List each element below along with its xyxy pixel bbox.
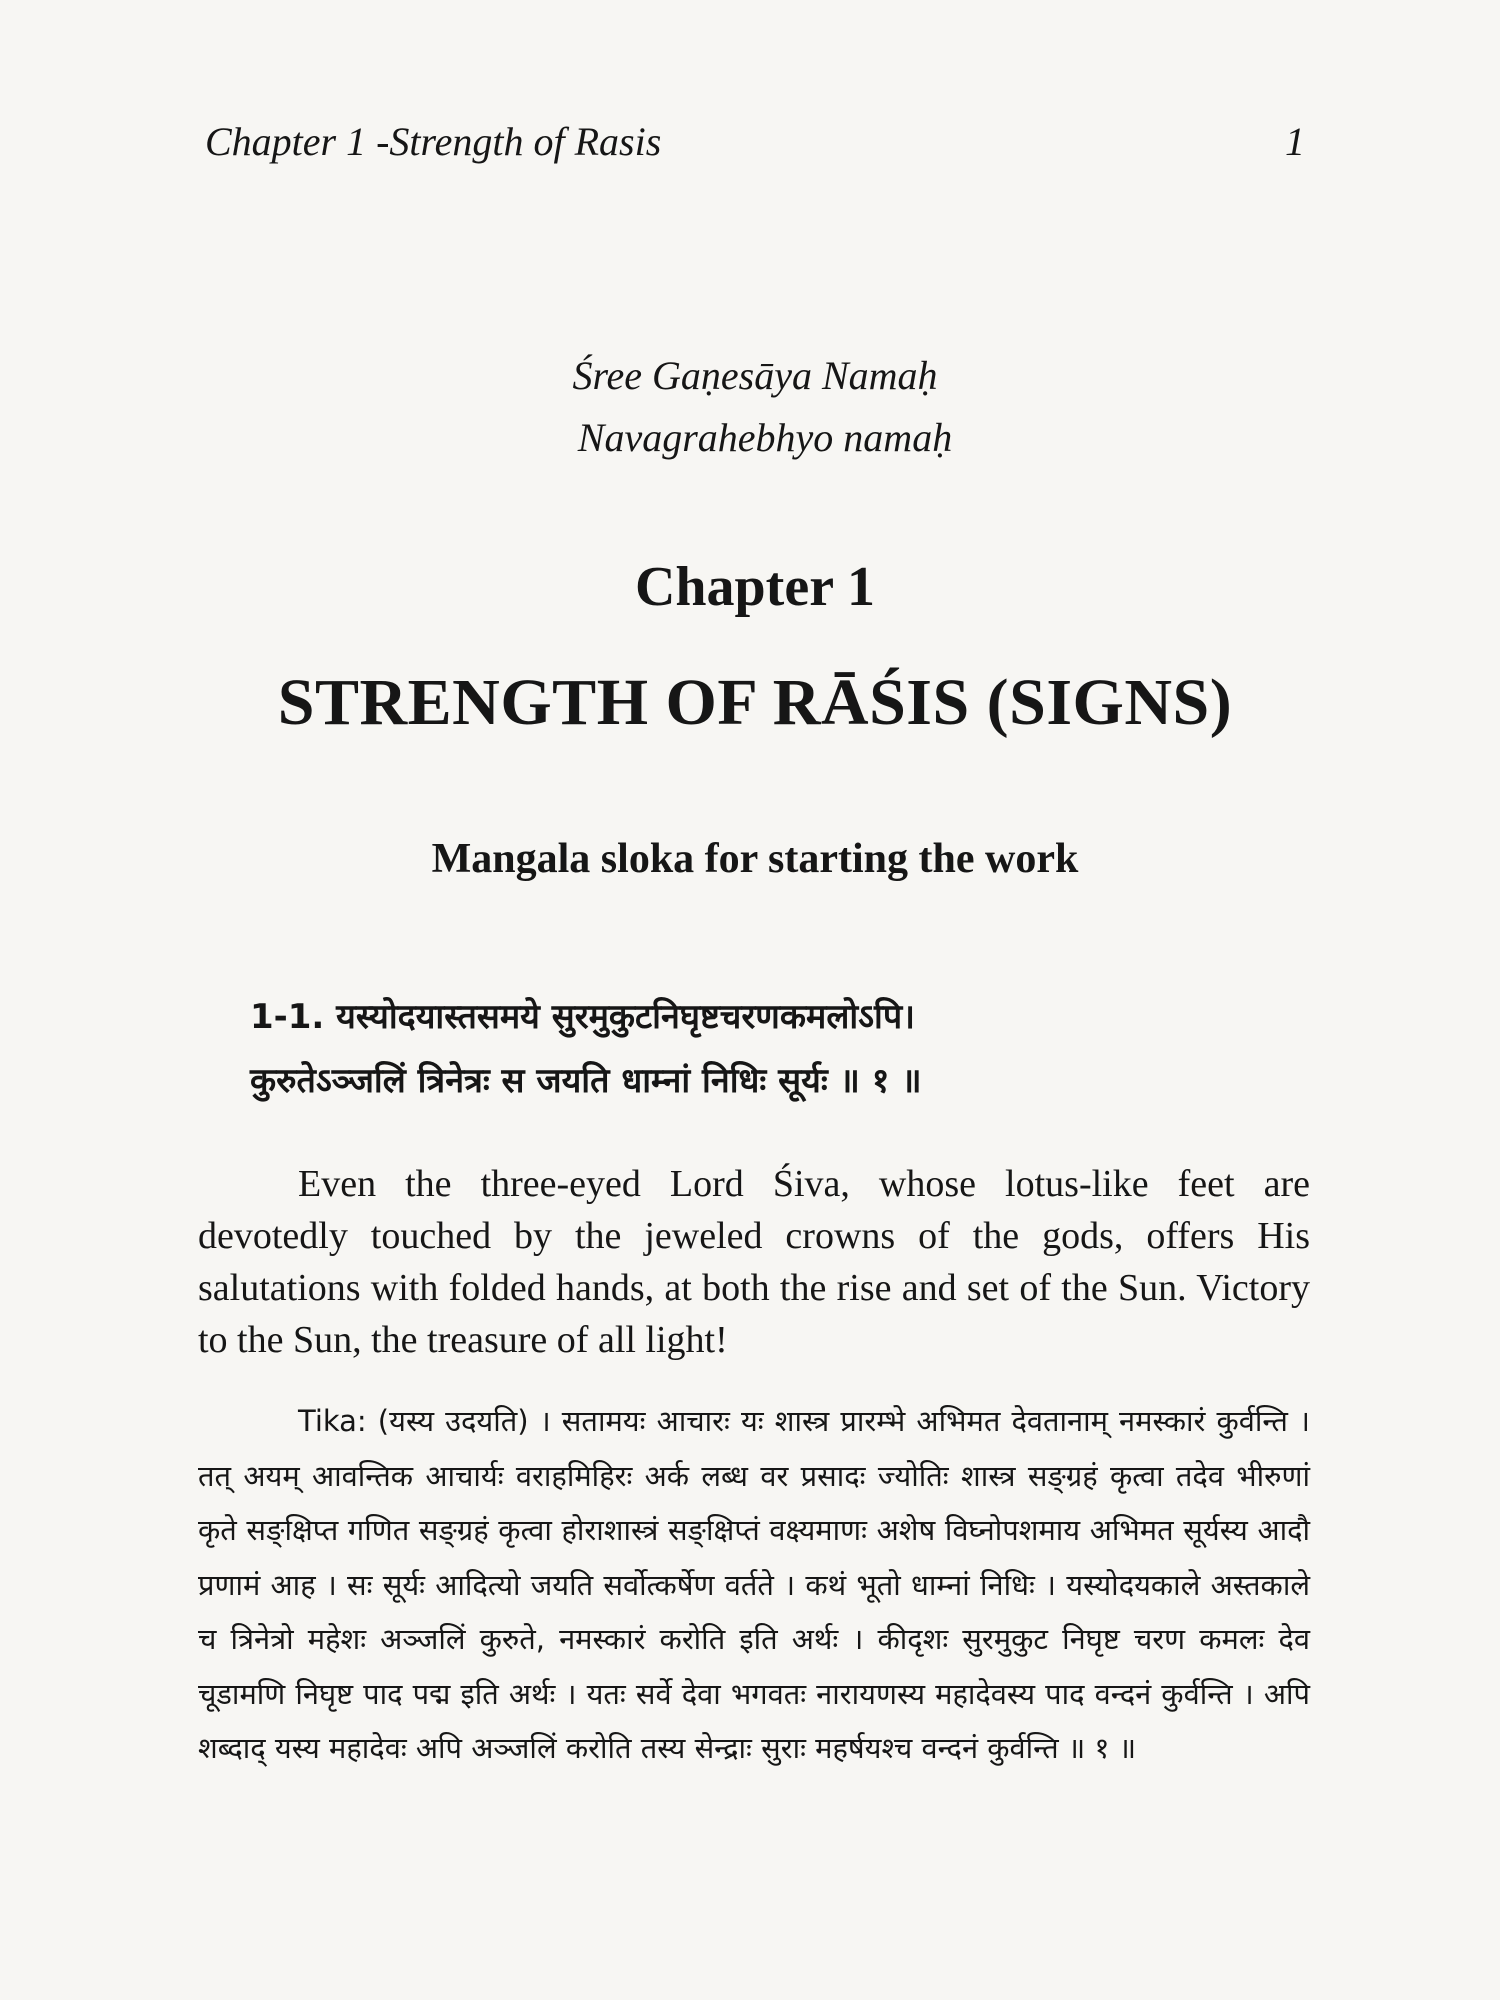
running-head-title: Chapter 1 -Strength of Rasis — [205, 119, 662, 164]
running-head — [205, 118, 1305, 178]
verse-line-1: 1-1. यस्योदयास्तसमये सुरमुकुटनिघृष्टचरणकमलोऽपि। — [250, 997, 916, 1037]
verse-translation: Even the three-eyed Lord Śiva, whose lotus-like feet are devotedly touched by the jeweled crowns of the gods, offers His salutations with folded hands, at both the rise and set of the Sun. Victory to the Sun, the treasure of all light! — [198, 1163, 1310, 1361]
invocation-line-1: Śree Gaṇesāya Namaḥ — [572, 353, 938, 398]
chapter-label: Chapter 1 — [634, 556, 876, 618]
invocation-line-2: Navagrahebhyo namaḥ — [577, 415, 953, 460]
tika-commentary: Tika: (यस्य उदयति) । सतामयः आचारः यः शास्त्र प्रारम्भे अभिमत देवतानाम् नमस्कारं कुर्वन्ति । तत् अयम् आवन्तिक आचार्यः वराहमिहिरः अर्क लब्ध वर प्रसादः ज्योतिः शास्त्र सङ्ग्रहं कृत्वा तदेव भीरुणां कृते सङ्क्षिप्त गणित सङ्ग्रहं कृत्वा होराशास्त्रं सङ्क्षिप्तं वक्ष्यमाणः अशेष विघ्नोपशमाय अभिमत सूर्यस्य आदौ प्रणामं आह । सः सूर्यः आदित्यो जयति सर्वोत्कर्षेण वर्तते । कथं भूतो धाम्नां निधिः । यस्योदयकाले अस्तकाले च त्रिनेत्रो महेशः अञ्जलिं कुरुते, नमस्कारं करोति इति अर्थः । कीदृशः सुरमुकुट निघृष्ट चरण कमलः देव चूडामणि निघृष्ट पाद पद्म इति अर्थः । यतः सर्वे देवा भगवतः नारायणस्य महादेवस्य पाद वन्दनं कुर्वन्ति । अपि शब्दाद् यस्य महादेवः अपि अञ्जलिं करोति तस्य सेन्द्राः सुराः महर्षयश्च वन्दनं कुर्वन्ति ॥ १ ॥ — [198, 1404, 1310, 1765]
verse-line-2: कुरुतेऽञ्जलिं त्रिनेत्रः स जयति धाम्नां निधिः सूर्यः ॥ १ ॥ — [250, 1061, 922, 1101]
chapter-title: STRENGTH OF RĀŚIS (SIGNS) — [277, 666, 1233, 739]
section-heading: Mangala sloka for starting the work — [431, 836, 1079, 882]
invocation — [195, 345, 1315, 469]
sanskrit-verse — [250, 985, 1310, 1113]
page-number: 1 — [1285, 119, 1305, 164]
